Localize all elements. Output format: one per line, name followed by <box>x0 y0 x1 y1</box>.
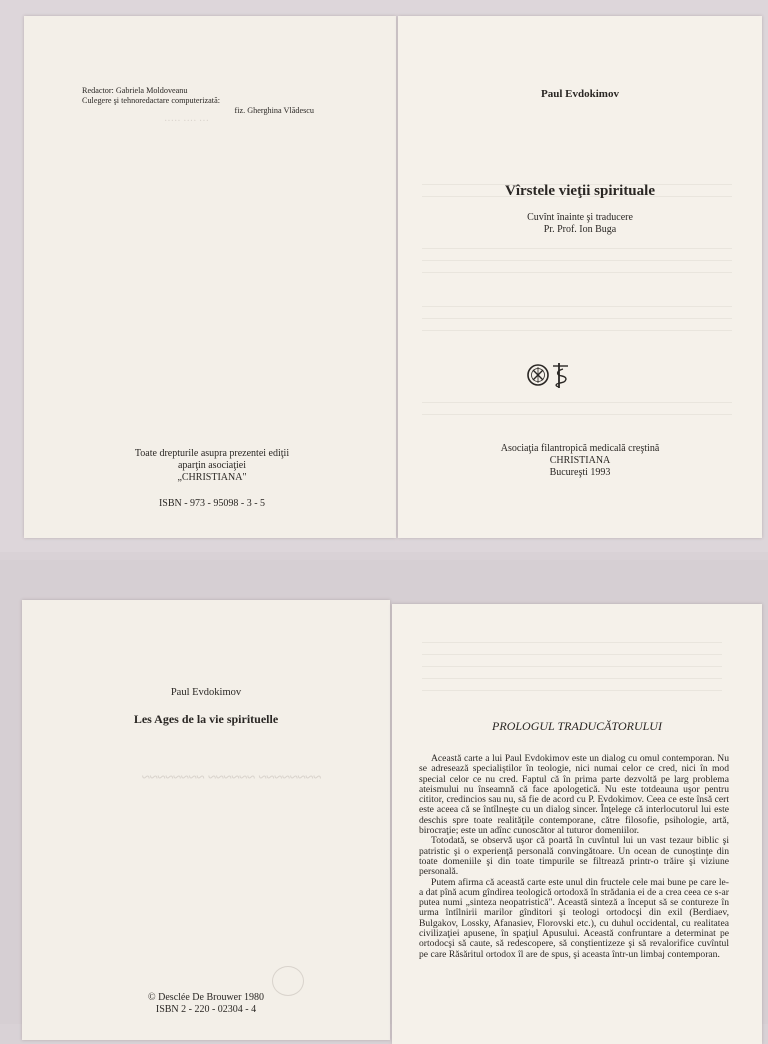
show-through-text: ··· ···· ····· <box>164 116 209 127</box>
publisher-line-2: CHRISTIANA <box>549 455 611 466</box>
editor-credit: Redactor: Gabriela Moldoveanu <box>82 86 188 95</box>
publisher-line-1: Asociaţia filantropică medicală creştină <box>500 443 660 454</box>
publisher-logo-icon <box>526 359 578 391</box>
book-title-fr: Les Ages de la vie spirituelle <box>133 712 279 726</box>
author-name: Paul Evdokimov <box>541 88 619 100</box>
rights-line-1: Toate drepturile asupra prezentei ediţii <box>134 448 290 459</box>
prologue-heading: PROLOGUL TRADUCĂTORULUI <box>492 719 662 733</box>
copyright-block <box>22 992 390 1016</box>
publisher-line-3: Bucureşti 1993 <box>549 467 611 478</box>
translation-credit <box>398 212 762 236</box>
prologue-paragraph: Totodată, se observă uşor că poartă în cuvîntul lui un vast tezaur biblic şi patristic şi o experienţă personală convingătoare. Un ocean de cunoştinţe din toate domeniile şi din toate timpurile se filtrează printr-o trăire şi viziune personală. <box>419 835 729 878</box>
original-title-page <box>22 600 390 1040</box>
colophon-page <box>24 16 396 538</box>
prologue-paragraph: Putem afirma că această carte este unul din fructele cele mai bune pe care le-a dat pînă acum gîndirea teologică ortodoxă în strădania ei de a crea ceea ce s-ar putea numi „sinteza neopatristică". Această sinteză a început să se contureze în urma întîlnirii marilor gînditori şi teologi ortodocşi din exil (Berdiaev, Bulgakov, Lossky, Afanasiev, Florovski etc.), cu duhul occidental, cu realitatea civilizaţiei apusene, în spaţiul Apusului. Această confruntare a determinat pe ortodocşi să caute, să redescopere, să conştientizeze şi să revalorifice cuvîntul pe care Răsăritul ortodox îl are de spus, şi aceasta într-un limbaj contemporan. <box>419 876 729 960</box>
foreword-label: Cuvînt înainte şi traducere <box>527 212 633 223</box>
translator-name: Pr. Prof. Ion Buga <box>543 224 617 235</box>
show-through-title: ~~~~~~~~ ~~~~~~ ~~~~~~~~ <box>142 770 322 786</box>
prologue-paragraph: Această carte a lui Paul Evdokimov este un dialog cu omul contemporan. Nu se adresează specialiştilor în teologie, nici numai celor ce cred, nici în mod special celor ce nu cred. Faptul că în prima parte dezvoltă pe larg problema ateismului nu înseamnă că face apologetică. Nu este totdeauna uşor pentru cititor, credincios sau nu, să fie de acord cu P. Evdokimov. Ceea ce este însă cert este aceea că se întîlneşte cu un dialog sincer. Înţelege că interlocutorul lui este deschis spre toate realităţile contemporane, către filosofie, psihologie, artă, birocraţie; este un adînc cunoscător al tuturor domeniilor. <box>419 753 729 837</box>
isbn-ro: ISBN - 973 - 95098 - 3 - 5 <box>158 498 266 509</box>
copyright-notice: © Desclée De Brouwer 1980 <box>148 992 264 1003</box>
isbn-fr: ISBN 2 - 220 - 02304 - 4 <box>155 1004 257 1015</box>
prologue-body <box>419 754 729 960</box>
typesetting-credit: Culegere şi tehnoredactare computerizată: <box>82 96 220 105</box>
rights-line-2: aparţin asociaţiei <box>177 460 247 471</box>
author-name-fr: Paul Evdokimov <box>170 687 242 698</box>
credits-block <box>82 86 314 116</box>
title-page <box>398 16 762 538</box>
book-title-ro: Vîrstele vieţii spirituale <box>505 183 655 199</box>
prologue-page <box>392 604 762 1044</box>
typesetter-credit: fiz. Gherghina Vlădescu <box>234 106 314 115</box>
rights-notice <box>104 448 320 510</box>
rights-line-3: „CHRISTIANA" <box>177 472 247 483</box>
publisher-block <box>398 443 762 479</box>
book-spread-bottom <box>0 560 768 1024</box>
